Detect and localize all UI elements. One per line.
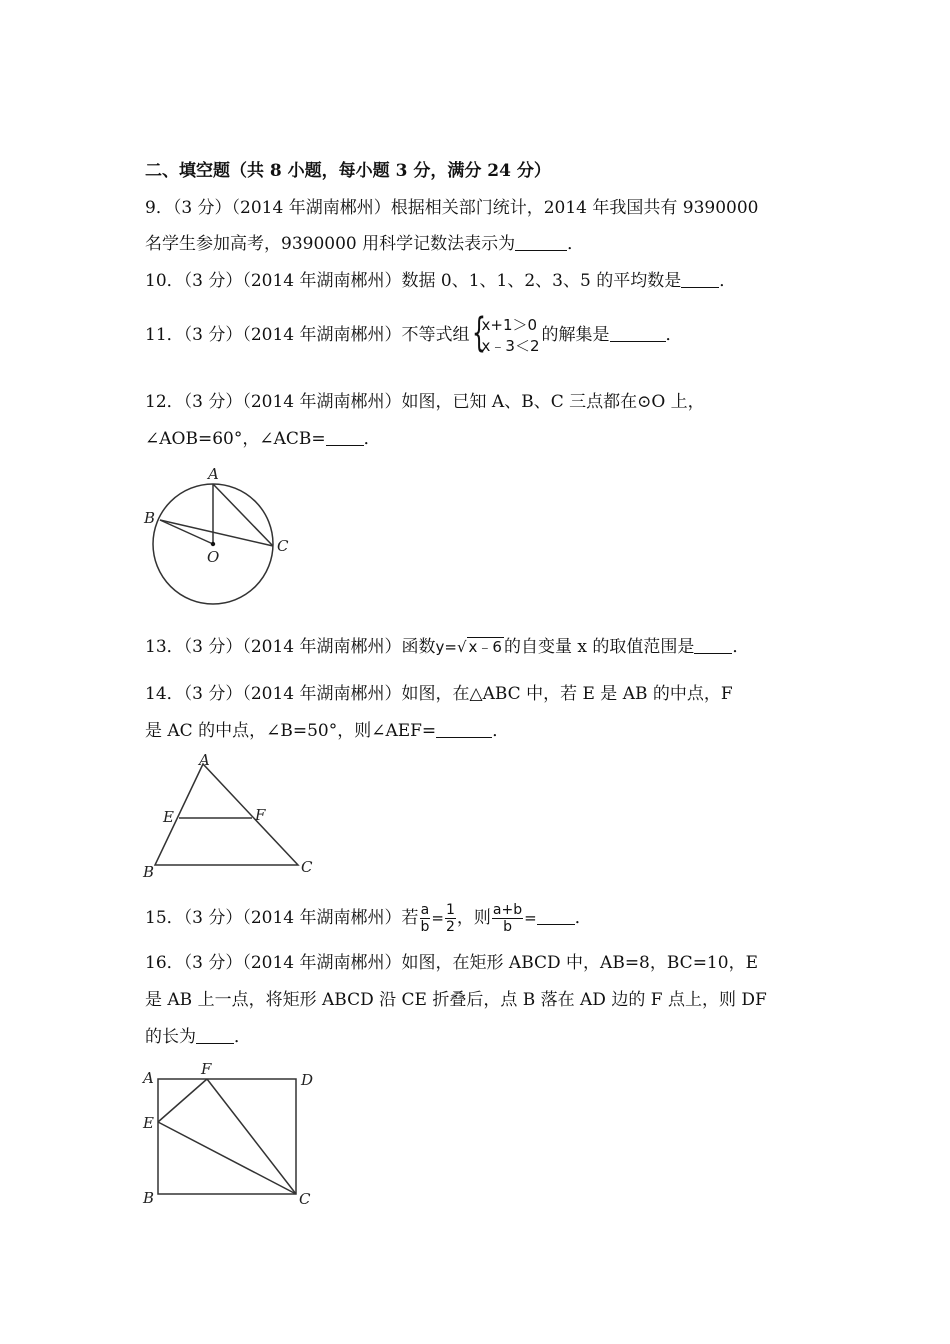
question-11-end: ． [665, 325, 683, 345]
label-c: C [277, 537, 289, 555]
answer-blank-10[interactable] [681, 271, 719, 288]
fraction-3-numerator: a+b [492, 902, 523, 918]
question-15-prefix: 15．（3 分）（2014 年湖南郴州）若 [145, 908, 419, 928]
fraction-one-half [445, 902, 456, 935]
fraction-a-over-b [420, 902, 431, 935]
segment-ec [158, 1122, 296, 1194]
question-9-line-1: 9．（3 分）（2014 年湖南郴州）根据相关部门统计，2014 年我国共有 9390000 [145, 198, 759, 218]
question-9-text: 名学生参加高考，9390000 用科学记数法表示为 [145, 234, 516, 254]
sqrt-icon: √ [456, 638, 467, 656]
brace-icon: { [471, 309, 486, 356]
triangle-figure [140, 752, 320, 882]
question-12-end: ． [363, 429, 381, 449]
fraction-2-numerator: 1 [446, 902, 455, 918]
question-9-end: ． [567, 234, 585, 254]
triangle-abc [155, 764, 298, 865]
question-9-line-2 [145, 233, 584, 255]
equals-sign-2: = [524, 909, 537, 927]
question-16-end: ． [234, 1027, 251, 1047]
section-title: 二、填空题（共 8 小题，每小题 3 分，满分 24 分） [145, 161, 551, 181]
question-12-line-2 [145, 428, 381, 450]
label-e: E [163, 808, 174, 826]
label-d: D [301, 1071, 314, 1089]
question-16-line-3 [145, 1026, 251, 1048]
rectangle-figure [140, 1058, 330, 1213]
segment-ac [213, 484, 273, 546]
center-point [211, 542, 215, 546]
answer-blank-12[interactable] [326, 429, 364, 446]
inequality-system [471, 309, 540, 357]
circle-figure [140, 462, 290, 612]
label-f: F [201, 1060, 212, 1078]
fraction-1-numerator: a [420, 902, 430, 918]
answer-blank-16[interactable] [196, 1027, 234, 1044]
fraction-3-denominator: b [503, 919, 512, 935]
function-lhs: y= [435, 638, 457, 656]
question-13-suffix: 的自变量 x 的取值范围是 [503, 637, 695, 657]
segment-fc [207, 1079, 296, 1194]
question-12-text: ∠AOB=60°，∠ACB= [145, 429, 326, 449]
radicand: x﹣6 [468, 638, 502, 656]
function-expression [436, 636, 504, 658]
answer-blank-9[interactable] [515, 234, 567, 251]
question-10 [145, 270, 736, 292]
question-13-end: ． [732, 637, 750, 657]
question-16-line-1: 16．（3 分）（2014 年湖南郴州）如图，在矩形 ABCD 中，AB=8，BC=10，E [145, 953, 758, 973]
answer-blank-15[interactable] [537, 908, 575, 925]
inequality-1: x+1＞0 [481, 315, 538, 334]
question-16-line-2: 是 AB 上一点，将矩形 ABCD 沿 CE 折叠后，点 B 落在 AD 边的 F 点上，则 DF [145, 990, 767, 1010]
inequality-2: x﹣3＜2 [481, 336, 540, 355]
question-14-line-1: 14．（3 分）（2014 年湖南郴州）如图，在△ABC 中，若 E 是 AB 的中点，F [145, 684, 733, 704]
label-e: E [143, 1114, 154, 1132]
question-14-text: 是 AC 的中点，∠B=50°，则∠AEF= [145, 721, 437, 741]
label-a: A [143, 1069, 154, 1087]
question-15-mid: ，则 [456, 908, 491, 928]
segment-bc [160, 520, 273, 546]
fraction-1-denominator: b [420, 919, 430, 935]
question-10-text: 10．（3 分）（2014 年湖南郴州）数据 0、1、1、2、3、5 的平均数是 [145, 271, 682, 291]
question-11-suffix: 的解集是 [541, 325, 610, 345]
question-14-end: ． [492, 721, 510, 741]
question-12-line-1: 12．（3 分）（2014 年湖南郴州）如图，已知 A、B、C 三点都在⊙O 上， [145, 392, 705, 412]
label-b: B [143, 1189, 155, 1207]
question-10-end: ． [719, 271, 737, 291]
question-11 [145, 309, 683, 357]
rectangle-abcd [158, 1079, 296, 1194]
label-b: B [143, 863, 155, 881]
question-13 [145, 636, 749, 658]
label-a: A [199, 752, 210, 769]
question-16-text: 的长为 [145, 1027, 196, 1047]
equals-sign: = [431, 909, 444, 927]
label-c: C [299, 1190, 311, 1208]
question-14-line-2 [145, 720, 509, 742]
label-b: B [144, 509, 156, 527]
fraction-2-denominator: 2 [446, 919, 455, 935]
label-o: O [207, 548, 220, 566]
question-15-end: ． [574, 908, 592, 928]
answer-blank-11[interactable] [610, 325, 666, 342]
question-13-prefix: 13．（3 分）（2014 年湖南郴州）函数 [145, 637, 436, 657]
label-c: C [301, 858, 313, 876]
segment-ob [160, 520, 213, 544]
label-a: A [208, 465, 219, 483]
answer-blank-14[interactable] [436, 721, 492, 738]
fraction-a-plus-b-over-b [492, 902, 523, 935]
label-f: F [255, 806, 266, 824]
segment-ef [158, 1079, 207, 1122]
question-15 [145, 898, 592, 938]
question-11-prefix: 11．（3 分）（2014 年湖南郴州）不等式组 [145, 325, 470, 345]
answer-blank-13[interactable] [694, 637, 732, 654]
